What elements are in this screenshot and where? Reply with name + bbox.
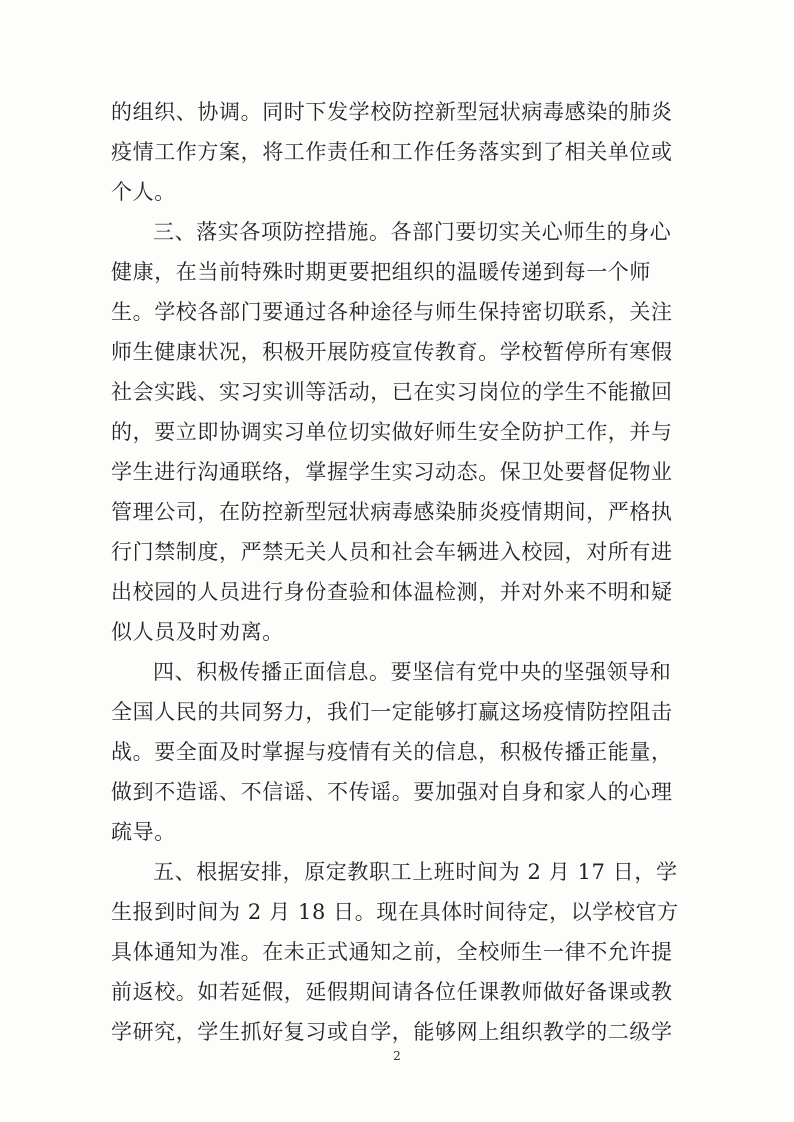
text-line: 全国人民的共同努力，我们一定能够打赢这场疫情防控阻击 xyxy=(111,700,673,724)
text-line: 疫情工作方案，将工作责任和工作任务落实到了相关单位或 xyxy=(111,140,673,164)
text-line: 个人。 xyxy=(111,180,176,204)
paragraph-start-line: 五、根据安排，原定教职工上班时间为 2 月 17 日，学 xyxy=(153,860,678,884)
text-line: 管理公司，在防控新型冠状病毒感染肺炎疫情期间，严格执 xyxy=(111,500,673,524)
text-line: 的，要立即协调实习单位切实做好师生安全防护工作，并与 xyxy=(111,420,673,444)
text-line: 前返校。如若延假，延假期间请各位任课教师做好备课或教 xyxy=(111,980,673,1004)
text-line: 学研究，学生抓好复习或自学，能够网上组织教学的二级学 xyxy=(111,1020,673,1044)
text-line: 学生进行沟通联络，掌握学生实习动态。保卫处要督促物业 xyxy=(111,460,673,484)
text-line: 具体通知为准。在未正式通知之前，全校师生一律不允许提 xyxy=(111,940,673,964)
text-line: 社会实践、实习实训等活动，已在实习岗位的学生不能撤回 xyxy=(111,380,673,404)
text-line: 的组织、协调。同时下发学校防控新型冠状病毒感染的肺炎 xyxy=(111,100,673,124)
text-line: 生报到时间为 2 月 18 日。现在具体时间待定，以学校官方 xyxy=(111,900,679,924)
paragraph-start-line: 三、落实各项防控措施。各部门要切实关心师生的身心 xyxy=(153,220,672,244)
text-line: 出校园的人员进行身份查验和体温检测，并对外来不明和疑 xyxy=(111,580,673,604)
text-line: 疏导。 xyxy=(111,820,176,844)
paragraph-start-line: 四、积极传播正面信息。要坚信有党中央的坚强领导和 xyxy=(153,660,672,684)
text-line: 师生健康状况，积极开展防疫宣传教育。学校暂停所有寒假 xyxy=(111,340,673,364)
text-line: 做到不造谣、不信谣、不传谣。要加强对自身和家人的心理 xyxy=(111,780,673,804)
text-line: 生。学校各部门要通过各种途径与师生保持密切联系，关注 xyxy=(111,300,673,324)
text-line: 行门禁制度，严禁无关人员和社会车辆进入校园，对所有进 xyxy=(111,540,673,564)
text-line: 战。要全面及时掌握与疫情有关的信息，积极传播正能量， xyxy=(111,740,673,764)
page-number: 2 xyxy=(393,1049,401,1063)
text-line: 健康，在当前特殊时期更要把组织的温暖传递到每一个师 xyxy=(111,260,651,284)
text-line: 似人员及时劝离。 xyxy=(111,620,284,644)
